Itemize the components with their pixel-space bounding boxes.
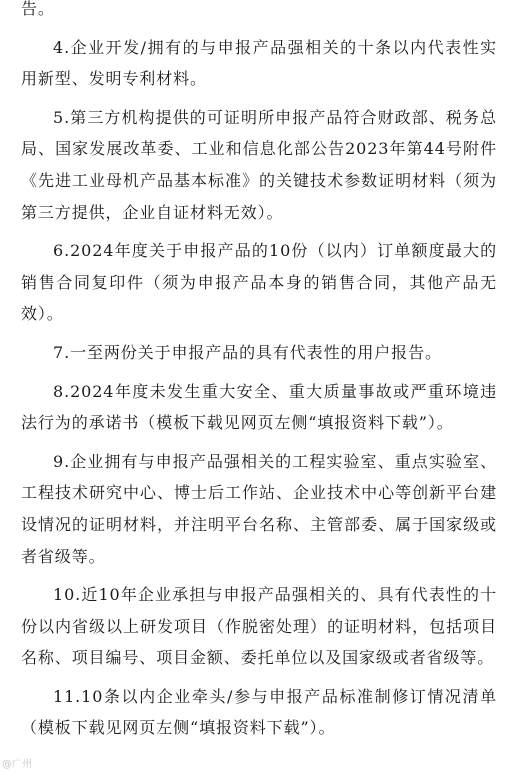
paragraph-item-9: 9.企业拥有与申报产品强相关的工程实验室、重点实验室、工程技术研究中心、博士后工作站、企业技术中心等创新平台建设情况的证明材料，并注明平台名称、主管部委、属于国家级或者省级等。 bbox=[21, 451, 497, 566]
document-body bbox=[21, 0, 497, 751]
paragraph-item-4: 4.企业开发/拥有的与申报产品强相关的十条以内代表性实用新型、发明专利材料。 bbox=[21, 37, 497, 89]
paragraph-item-10: 10.近10年企业承担与申报产品强相关的、具有代表性的十份以内省级以上研发项目（作脱密处理）的证明材料，包括项目名称、项目编号、项目金额、委托单位以及国家级或者省级等。 bbox=[21, 585, 497, 668]
paragraph-item-6: 6.2024年度关于申报产品的10份（以内）订单额度最大的销售合同复印件（须为申报产品本身的销售合同，其他产品无效）。 bbox=[21, 241, 497, 324]
paragraph-item-5: 5.第三方机构提供的可证明所申报产品符合财政部、税务总局、国家发展改革委、工业和信息化部公告2023年第44号附件《先进工业母机产品基本标准》的关键技术参数证明材料（须为第三方提供，企业自证材料无效）。 bbox=[21, 107, 497, 222]
paragraph-item-11: 11.10条以内企业牵头/参与申报产品标准制修订情况清单（模板下载见网页左侧“填报资料下载”）。 bbox=[21, 686, 497, 738]
watermark: @广州 bbox=[2, 759, 32, 770]
paragraph-item-7: 7.一至两份关于申报产品的具有代表性的用户报告。 bbox=[53, 342, 442, 362]
paragraph-item-8: 8.2024年度未发生重大安全、重大质量事故或严重环境违法行为的承诺书（模板下载见网页左侧“填报资料下载”）。 bbox=[21, 381, 497, 433]
paragraph-continuation: 告。 bbox=[21, 0, 55, 18]
